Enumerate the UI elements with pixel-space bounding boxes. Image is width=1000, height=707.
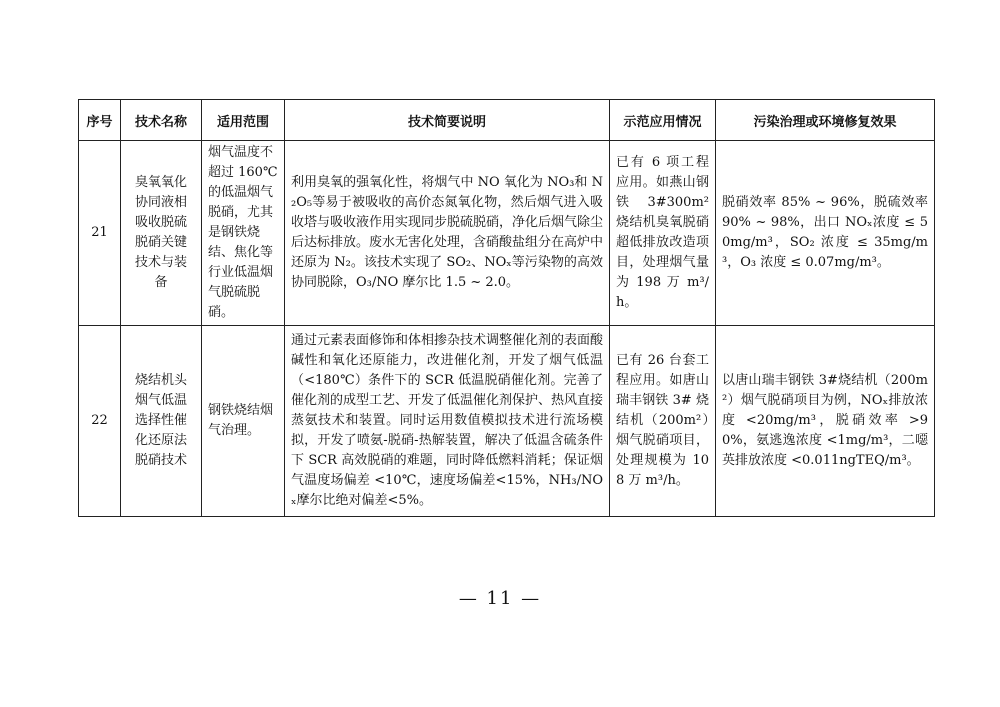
technology-table xyxy=(78,99,935,517)
header-scope: 适用范围 xyxy=(202,100,285,141)
application-scope: 钢铁烧结烟气治理。 xyxy=(202,326,285,517)
row-number: 21 xyxy=(79,141,121,326)
demonstration-application: 已有 26 台套工程应用。如唐山瑞丰钢铁 3# 烧结机（200m²）烟气脱硝项目，处理规模为 108 万 m³/h。 xyxy=(610,326,716,517)
row-number: 22 xyxy=(79,326,121,517)
header-effect: 污染治理或环境修复效果 xyxy=(716,100,935,141)
technology-description: 利用臭氧的强氧化性，将烟气中 NO 氧化为 NO₃和 N₂O₅等易于被吸收的高价态氮氧化物，然后烟气进入吸收塔与吸收液作用实现同步脱硫脱硝，净化后烟气除尘后达标排放。废水无害化处理，含硝酸盐组分在高炉中还原为 N₂。该技术实现了 SO₂、NOₓ等污染物的高效协同脱除，O₃/NO 摩尔比 1.5 ~ 2.0。 xyxy=(285,141,610,326)
table-row xyxy=(79,141,935,326)
header-no: 序号 xyxy=(79,100,121,141)
table-row xyxy=(79,326,935,517)
technology-name: 烧结机头烟气低温选择性催化还原法脱硝技术 xyxy=(121,326,202,517)
treatment-effect: 以唐山瑞丰钢铁 3#烧结机（200m²）烟气脱硝项目为例，NOₓ排放浓度 <20mg/m³，脱硝效率 >90%，氨逃逸浓度 <1mg/m³，二噁英排放浓度 <0.011ngTEQ/m³。 xyxy=(716,326,935,517)
header-name: 技术名称 xyxy=(121,100,202,141)
technology-description: 通过元素表面修饰和体相掺杂技术调整催化剂的表面酸碱性和氧化还原能力，改进催化剂，开发了烟气低温（<180℃）条件下的 SCR 低温脱硝催化剂。完善了催化剂的成型工艺、开发了低温催化剂保护、热风直接蒸氨技术和装置。同时运用数值模拟技术进行流场模拟，开发了喷氨-脱硝-热解装置，解决了低温含硫条件下 SCR 高效脱硝的难题，同时降低燃料消耗；保证烟气温度场偏差 <10℃，速度场偏差<15%，NH₃/NOₓ摩尔比绝对偏差<5%。 xyxy=(285,326,610,517)
table-header-row xyxy=(79,100,935,141)
header-desc: 技术简要说明 xyxy=(285,100,610,141)
header-app: 示范应用情况 xyxy=(610,100,716,141)
technology-name: 臭氧氧化协同液相吸收脱硫脱硝关键技术与装备 xyxy=(121,141,202,326)
treatment-effect: 脱硝效率 85% ~ 96%，脱硫效率 90% ~ 98%，出口 NOₓ浓度 ≤ 50mg/m³，SO₂ 浓度 ≤ 35mg/m³，O₃ 浓度 ≤ 0.07mg/m³。 xyxy=(716,141,935,326)
demonstration-application: 已有 6 项工程应用。如燕山钢铁 3#300m² 烧结机臭氧脱硝超低排放改造项目，处理烟气量为 198 万 m³/h。 xyxy=(610,141,716,326)
page-number: — 11 — xyxy=(458,588,542,609)
application-scope: 烟气温度不超过 160℃的低温烟气脱硝，尤其是钢铁烧结、焦化等行业低温烟气脱硫脱硝。 xyxy=(202,141,285,326)
